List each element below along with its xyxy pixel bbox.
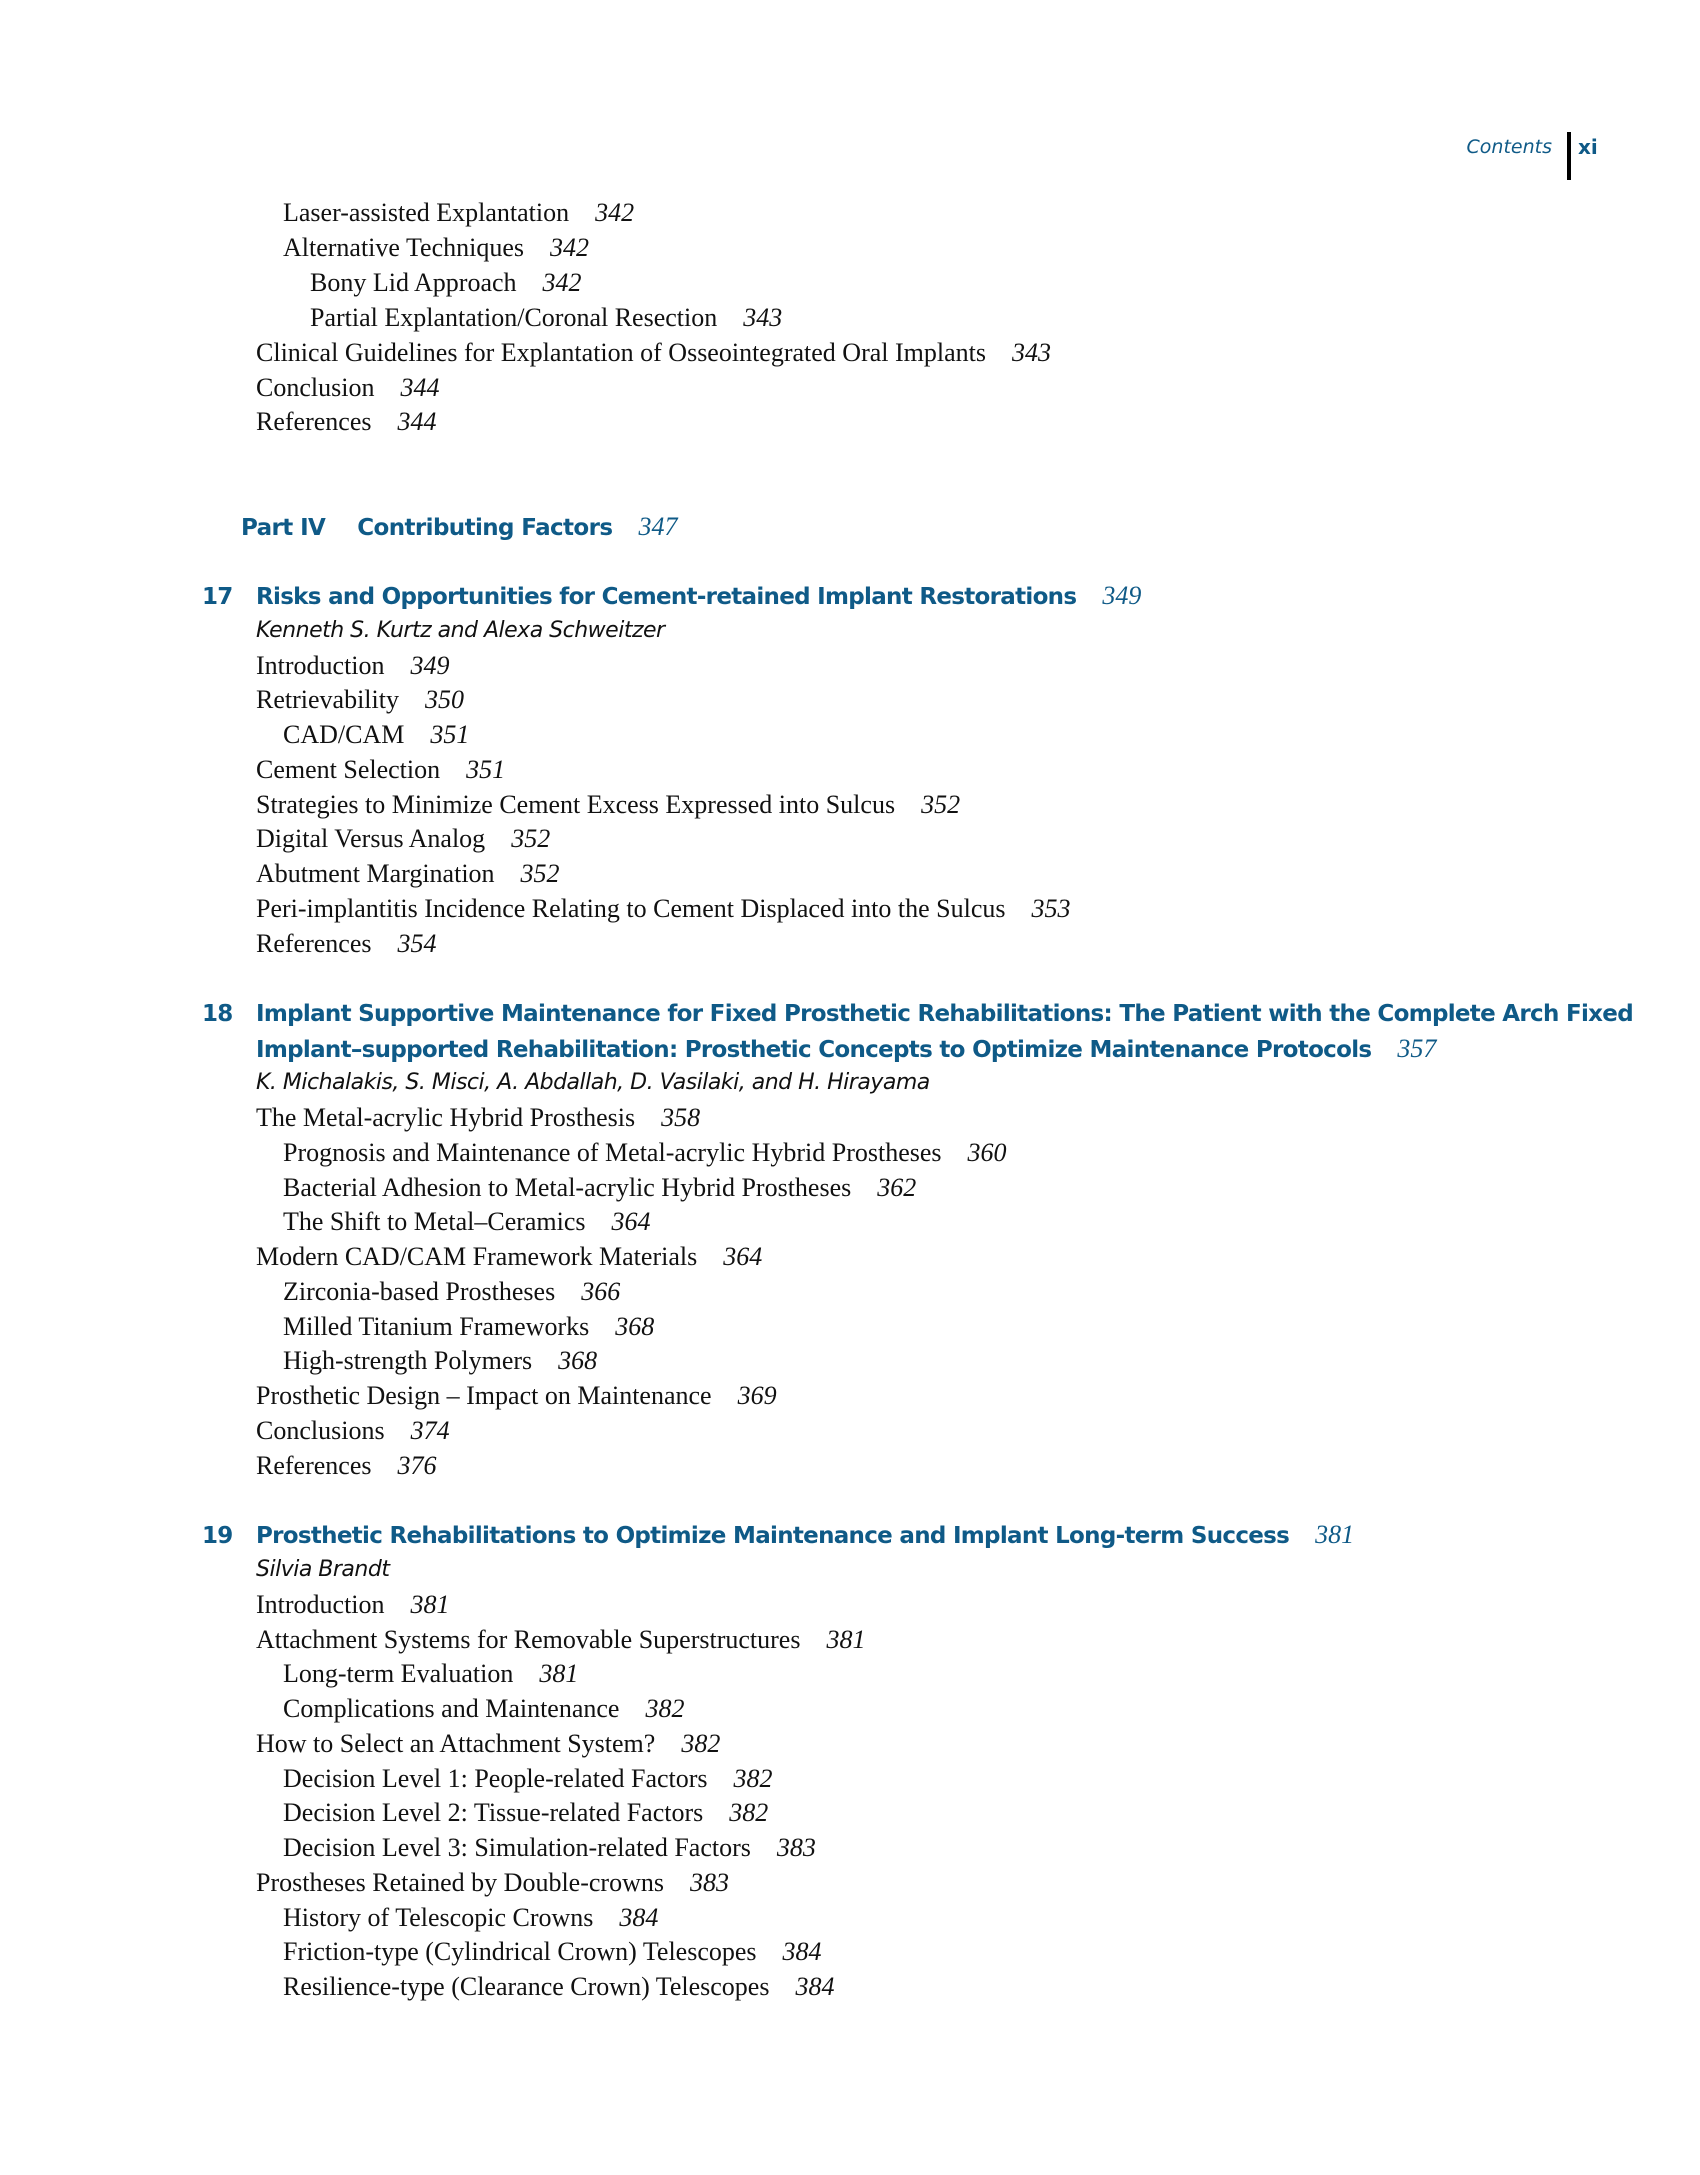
toc-entry[interactable] bbox=[256, 405, 436, 439]
toc-entry[interactable] bbox=[283, 1831, 816, 1865]
toc-entry-title: Friction-type (Cylindrical Crown) Telescopes bbox=[283, 1937, 757, 1966]
toc-entry-title: Clinical Guidelines for Explantation of Osseointegrated Oral Implants bbox=[256, 338, 986, 367]
toc-entry[interactable] bbox=[256, 371, 439, 405]
toc-entry[interactable] bbox=[283, 231, 589, 265]
toc-entry-title: References bbox=[256, 407, 372, 436]
toc-entry[interactable] bbox=[283, 1136, 1007, 1170]
toc-entry-title: High-strength Polymers bbox=[283, 1346, 533, 1375]
toc-entry-page: 351 bbox=[430, 720, 470, 749]
toc-entry-title: Zirconia-based Prostheses bbox=[283, 1277, 556, 1306]
toc-entry-title: Complications and Maintenance bbox=[283, 1694, 620, 1723]
toc-entry-page: 376 bbox=[397, 1451, 437, 1480]
chapter-title-line2: Implant–supported Rehabilitation: Prosthetic Concepts to Optimize Maintenance Protocols bbox=[256, 1037, 1372, 1063]
toc-entry[interactable] bbox=[256, 1449, 436, 1483]
toc-entry-title: Milled Titanium Frameworks bbox=[283, 1312, 590, 1341]
toc-entry-title: Prostheses Retained by Double-crowns bbox=[256, 1868, 664, 1897]
toc-entry[interactable] bbox=[283, 1970, 834, 2004]
toc-entry-page: 352 bbox=[520, 859, 560, 888]
toc-entry-page: 384 bbox=[619, 1903, 659, 1932]
toc-entry[interactable] bbox=[256, 683, 464, 717]
chapter-authors: Silvia Brandt bbox=[256, 1557, 390, 1582]
toc-entry-title: Attachment Systems for Removable Superstructures bbox=[256, 1625, 801, 1654]
toc-entry-title: Strategies to Minimize Cement Excess Expressed into Sulcus bbox=[256, 790, 896, 819]
toc-entry-title: Introduction bbox=[256, 651, 385, 680]
toc-entry-title: Peri-implantitis Incidence Relating to Cement Displaced into the Sulcus bbox=[256, 894, 1006, 923]
toc-entry-page: 362 bbox=[877, 1173, 917, 1202]
toc-entry[interactable] bbox=[256, 1240, 762, 1274]
toc-entry-page: 374 bbox=[410, 1416, 450, 1445]
toc-entry[interactable] bbox=[256, 788, 960, 822]
toc-entry[interactable] bbox=[256, 1379, 777, 1413]
toc-entry-page: 342 bbox=[595, 198, 635, 227]
toc-entry[interactable] bbox=[283, 1796, 768, 1830]
toc-entry-page: 344 bbox=[397, 407, 437, 436]
chapter-title: Risks and Opportunities for Cement-retained Implant Restorations bbox=[256, 584, 1077, 610]
toc-entry-page: 358 bbox=[661, 1103, 701, 1132]
toc-entry-page: 384 bbox=[782, 1937, 822, 1966]
toc-entry[interactable] bbox=[283, 1935, 822, 1969]
toc-entry-page: 368 bbox=[615, 1312, 655, 1341]
toc-entry-page: 343 bbox=[1011, 338, 1051, 367]
toc-entry-title: Decision Level 1: People-related Factors bbox=[283, 1764, 708, 1793]
toc-entry-title: Introduction bbox=[256, 1590, 385, 1619]
toc-entry[interactable] bbox=[256, 822, 550, 856]
toc-entry[interactable] bbox=[256, 1866, 729, 1900]
toc-entry-title: Alternative Techniques bbox=[283, 233, 525, 262]
toc-entry-page: 350 bbox=[424, 685, 464, 714]
toc-entry-page: 384 bbox=[795, 1972, 835, 2001]
toc-entry-page: 381 bbox=[539, 1659, 579, 1688]
toc-entry-page: 368 bbox=[558, 1346, 598, 1375]
toc-entry-title: References bbox=[256, 1451, 372, 1480]
toc-entry[interactable] bbox=[283, 718, 469, 752]
toc-entry-title: Decision Level 3: Simulation-related Factors bbox=[283, 1833, 751, 1862]
toc-entry[interactable] bbox=[256, 1414, 450, 1448]
chapter-number: 18 bbox=[202, 1001, 233, 1027]
toc-entry-page: 383 bbox=[689, 1868, 729, 1897]
chapter-heading-18[interactable] bbox=[202, 997, 1633, 1031]
toc-entry[interactable] bbox=[283, 1310, 654, 1344]
toc-entry[interactable] bbox=[283, 1901, 658, 1935]
toc-entry-page: 360 bbox=[967, 1138, 1007, 1167]
chapter-number: 17 bbox=[202, 584, 233, 610]
toc-entry[interactable] bbox=[256, 927, 436, 961]
toc-entry-title: Digital Versus Analog bbox=[256, 824, 486, 853]
chapter-authors: K. Michalakis, S. Misci, A. Abdallah, D. Vasilaki, and H. Hirayama bbox=[256, 1070, 930, 1095]
toc-entry-title: CAD/CAM bbox=[283, 720, 405, 749]
toc-entry[interactable] bbox=[283, 1692, 684, 1726]
toc-entry-page: 352 bbox=[921, 790, 961, 819]
toc-entry-title: Laser-assisted Explantation bbox=[283, 198, 570, 227]
chapter-heading-19[interactable] bbox=[202, 1518, 1354, 1553]
toc-entry-page: 352 bbox=[511, 824, 551, 853]
toc-entry[interactable] bbox=[256, 649, 450, 683]
header-divider bbox=[1567, 132, 1571, 180]
toc-entry-title: The Metal-acrylic Hybrid Prosthesis bbox=[256, 1103, 636, 1132]
toc-entry[interactable] bbox=[310, 266, 582, 300]
toc-entry-title: Decision Level 2: Tissue-related Factors bbox=[283, 1798, 704, 1827]
toc-entry[interactable] bbox=[283, 196, 634, 230]
chapter-heading-17[interactable] bbox=[202, 579, 1141, 614]
toc-entry-title: Conclusions bbox=[256, 1416, 385, 1445]
part-title: Contributing Factors bbox=[357, 515, 613, 541]
part-label: Part IV bbox=[241, 515, 326, 541]
page-number: xi bbox=[1578, 135, 1598, 159]
toc-entry-page: 342 bbox=[550, 233, 590, 262]
toc-entry[interactable] bbox=[256, 336, 1051, 370]
toc-entry-page: 382 bbox=[645, 1694, 685, 1723]
toc-entry[interactable] bbox=[310, 301, 782, 335]
toc-entry-title: History of Telescopic Crowns bbox=[283, 1903, 594, 1932]
toc-entry-title: The Shift to Metal–Ceramics bbox=[283, 1207, 586, 1236]
toc-entry[interactable] bbox=[283, 1205, 651, 1239]
running-header bbox=[0, 132, 1700, 182]
chapter-page: 381 bbox=[1315, 1520, 1355, 1549]
toc-entry-page: 382 bbox=[729, 1798, 769, 1827]
chapter-title-line1: Implant Supportive Maintenance for Fixed Prosthetic Rehabilitations: The Patient with the Complete Arch Fixed bbox=[256, 1001, 1633, 1027]
toc-entry-title: Conclusion bbox=[256, 373, 375, 402]
chapter-page: 357 bbox=[1397, 1034, 1437, 1063]
toc-entry[interactable] bbox=[283, 1762, 773, 1796]
chapter-number: 19 bbox=[202, 1523, 233, 1549]
toc-entry[interactable] bbox=[283, 1657, 578, 1691]
toc-entry[interactable] bbox=[256, 892, 1071, 926]
toc-entry-page: 381 bbox=[826, 1625, 866, 1654]
toc-entry-title: Long-term Evaluation bbox=[283, 1659, 514, 1688]
toc-entry-page: 382 bbox=[681, 1729, 721, 1758]
part-page: 347 bbox=[638, 512, 678, 541]
toc-entry-page: 343 bbox=[743, 303, 783, 332]
toc-entry-page: 353 bbox=[1031, 894, 1071, 923]
toc-entry[interactable] bbox=[256, 857, 560, 891]
chapter-heading-18-cont[interactable] bbox=[256, 1032, 1436, 1067]
toc-entry-page: 351 bbox=[466, 755, 506, 784]
part-heading[interactable] bbox=[241, 510, 677, 545]
toc-entry[interactable] bbox=[256, 753, 505, 787]
toc-entry-page: 382 bbox=[733, 1764, 773, 1793]
toc-entry-page: 369 bbox=[737, 1381, 777, 1410]
toc-entry-title: Prognosis and Maintenance of Metal-acrylic Hybrid Prostheses bbox=[283, 1138, 942, 1167]
toc-entry-page: 364 bbox=[723, 1242, 763, 1271]
toc-entry-title: References bbox=[256, 929, 372, 958]
toc-entry[interactable] bbox=[283, 1275, 620, 1309]
toc-entry[interactable] bbox=[256, 1727, 720, 1761]
toc-entry-page: 349 bbox=[410, 651, 450, 680]
toc-entry-page: 381 bbox=[410, 1590, 450, 1619]
toc-entry-title: How to Select an Attachment System? bbox=[256, 1729, 656, 1758]
toc-entry[interactable] bbox=[256, 1623, 865, 1657]
toc-entry-title: Cement Selection bbox=[256, 755, 441, 784]
toc-entry-title: Abutment Margination bbox=[256, 859, 495, 888]
toc-entry-title: Bacterial Adhesion to Metal-acrylic Hybrid Prostheses bbox=[283, 1173, 852, 1202]
chapter-page: 349 bbox=[1102, 581, 1142, 610]
running-header-title: Contents bbox=[1466, 136, 1552, 158]
toc-entry-page: 364 bbox=[611, 1207, 651, 1236]
toc-entry[interactable] bbox=[283, 1171, 916, 1205]
toc-entry-page: 342 bbox=[542, 268, 582, 297]
chapter-authors: Kenneth S. Kurtz and Alexa Schweitzer bbox=[256, 618, 665, 643]
toc-entry-title: Prosthetic Design – Impact on Maintenance bbox=[256, 1381, 712, 1410]
toc-entry-page: 366 bbox=[581, 1277, 621, 1306]
chapter-title: Prosthetic Rehabilitations to Optimize Maintenance and Implant Long-term Success bbox=[256, 1523, 1290, 1549]
toc-entry-title: Partial Explantation/Coronal Resection bbox=[310, 303, 718, 332]
toc-entry[interactable] bbox=[256, 1101, 700, 1135]
toc-entry-page: 344 bbox=[400, 373, 440, 402]
toc-entry[interactable] bbox=[256, 1588, 450, 1622]
toc-entry-page: 383 bbox=[776, 1833, 816, 1862]
toc-entry[interactable] bbox=[283, 1344, 597, 1378]
toc-entry-title: Retrievability bbox=[256, 685, 399, 714]
toc-entry-title: Modern CAD/CAM Framework Materials bbox=[256, 1242, 698, 1271]
toc-entry-page: 354 bbox=[397, 929, 437, 958]
toc-entry-title: Bony Lid Approach bbox=[310, 268, 517, 297]
toc-entry-title: Resilience-type (Clearance Crown) Telescopes bbox=[283, 1972, 770, 2001]
